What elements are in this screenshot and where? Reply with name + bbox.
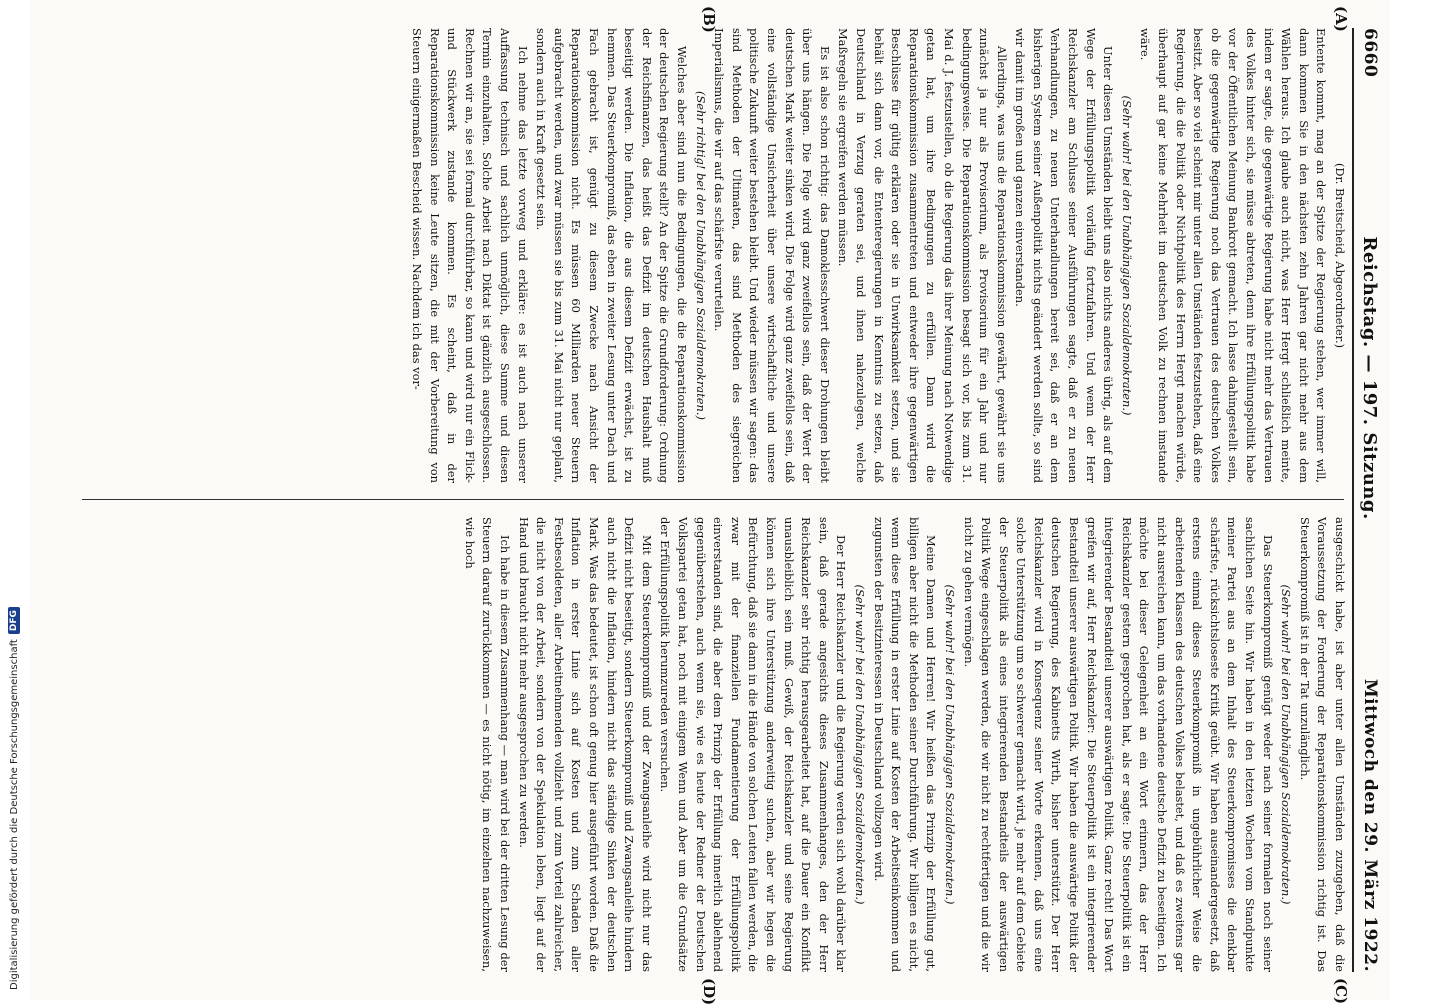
digitization-credit [8,607,20,990]
paragraph: Der Herr Reichskanzler und die Regierung werden sich wohl darüber klar sein, daß gerade angesichts dieses Zusammenhanges, den der Herr Reichskanzler sehr richtig herausgearbeitet hat, auf die Dauer ein Konflikt unausbleiblich sein muß. Gewiß, der Reichskanzler und seine Regierung können sich ihre Unterstützung anderweitig suchen, aber wir hegen die Befürchtung, daß sie dann in die Hände von solchen Leuten fallen werden, die zwar mit der finanziellen Fundamentierung der Erfüllungspolitik einverstanden sind, die aber dem Prinzip der Erfüllung innerlich ablehnend gegenüberstehen, auch wenn sie, wie es heute der Redner der Deutschen Volkspartei getan hat, noch mit einigem Wenn und Aber um die Grundsätze der Erfüllungspolitik herumzureden versuchen. [658,517,849,972]
paragraph: Meine Damen und Herren! Wir heißen das Prinzip der Erfüllung gut, billigen aber nicht die Methoden seiner Durchführung. Wir billigen es nicht, wenn diese Erfüllung in erster Linie auf Kosten der Arbeitseinkommen und zugunsten der Besitzinteressen in Deutschland vollzogen wird. [871,517,939,972]
paragraph: ausgeschickt habe, ist aber unter allen Umständen zuzugeben, daß die Voraussetzung der Forderung der Reparationskommission richtig ist. Das Steuerkompromiß ist in der Tat unzulänglich. [1297,517,1347,972]
paragraph: Unter diesen Umständen bleibt uns also nichts anderes übrig, als auf dem Wege der Erfüllungspolitik vorläufig fortzufahren. Und wenn der Herr Reichskanzler am Schlusse seiner Ausführungen sagte, daß er zu neuen Verhandlungen, zu neuen Unterhandlungen bereit sei, daß er an dem bisherigen System seiner Außenpolitik nichts geändert werden sollte, so sind wir damit im großen und ganzen einverstanden. [1013,28,1116,483]
margin-mark-d: (D) [700,978,718,1005]
paragraph: Entente kommt, mag an der Spitze der Regierung stehen, wer immer will, dann kommen Sie in den nächsten zehn Jahren gar nicht mehr aus dem Wählen heraus. Ich glaube auch nicht, was Herr Hergt schließlich meinte, indem er sagte, die gegenwärtige Regierung habe nicht mehr das Vertrauen des Volkes hinter sich, sie müsse abtreten, denn ihre Erfüllungspolitik habe vor der Öffentlichen Meinung Bankrott gemacht. Ich lasse dahingestellt sein, ob die gegenwärtige Regierung noch das Vertrauen des deutschen Volkes besitzt. Aber so viel scheint mir unter allen Umständen festzustehen, daß eine Regierung, die die Politik oder Nichtpolitik des Herrn Hergt machen würde, überhaupt auf gar keine Mehrheit im deutschen Volk zu rechnen imstande wäre. [1138,28,1329,483]
interjection: (Sehr richtig! bei den Unabhängigen Sozialdemokraten.) [693,91,708,420]
paragraph: Welches aber sind nun die Bedingungen, die die Reparationskommission der deutschen Regierung stellt? An der Spitze die Grundforderung: Ordnung der Reichsfinanzen, das heißt das Defizit im deutschen Haushalt muß beseitigt werden. Die Inflation, die aus diesem Defizit erwächst, ist zu hemmen. Das Steuerkompromiß, das eben in zweiter Lesung unter Dach und Fach gebracht ist, genügt zu diesem Zwecke nach Ansicht der Reparationskommission nicht. Es müssen 60 Milliarden neuer Steuern aufgebracht werden, und zwar müssen sie bis zum 31. Mai nicht nur geplant, sondern auch in Kraft gesetzt sein. [534,28,690,483]
margin-mark-c: (C) [1332,978,1350,1005]
interjection: (Sehr wahr! bei den Unabhängigen Sozialdemokraten.) [1119,95,1134,416]
paragraph: Es ist also schon richtig: das Damoklesschwert dieser Drohungen bleibt über uns hängen. Die Folge wird ganz zweifellos sein, daß der Wert der deutschen Mark weiter sinken wird. Die Folge wird ganz zweifellos sein, daß eine vollständige Unsicherheit über unsere wirtschaftliche und unsere politische Zukunft weiter bestehen bleibt. Und wieder müssen wir sagen: das sind Methoden der Ultimaten, das sind Methoden des siegreichen Imperialismus, die wir auf das schärfste verurteilen. [712,28,832,483]
paragraph: Mit dem Steuerkompromiß und der Zwangsanleihe wird nicht nur das Defizit nicht beseitigt, sondern Steuerkompromiß und Zwangsanleihe hindern auch nicht die Inflation, hindern nicht das ständige Sinken der deutschen Mark. Was das bedeutet, ist schon oft genug hier ausgeführt worden. Daß die Inflation in erster Linie sich auf Kosten und zum Schaden aller Festbesoldeten, aller Arbeitnehmenden vollzieht und zum Vorteil zahlreicher, die nicht von der Arbeit, sondern von der Spekulation leben, liegt auf der Hand und braucht nicht mehr ausgesprochen zu werden. [516,517,654,972]
interjection: (Sehr wahr! bei den Unabhängigen Sozialdemokraten.) [942,584,957,905]
right-column [78,517,1348,972]
left-column [78,28,1348,483]
dfg-logo: DFG [8,607,20,634]
paragraph: Ich nehme das letzte vorweg und erkläre: es ist auch nach unserer Auffassung technisch und sachlich unmöglich, diese Summe und diesen Termin einzuhalten. Solche Arbeit nach Diktat ist gänzlich ausgeschlossen. Rechnen wir an, sie sei formal durchführbar, so kann und wird nur ein Flick- und Stückwerk zustande kommen. Es scheint, daß in der Reparationskommission keine Leute sitzen, die mit der Vorbereitung von Steuern einigermaßen Bescheid wissen. Nachdem ich das vor- [410,28,530,483]
page-number: 6660 [1360,28,1380,78]
page-title: Reichstag. — 197. Sitzung. [1359,236,1381,520]
page-header [1352,28,1386,972]
paragraph: Allerdings, was uns die Reparationskommission gewährt, gewährt sie uns zunächst ja nur als Provisorium, als Provisorium für ein Jahr und nur bedingungsweise. Die Reparationskommission besagt sich vor, bis zum 31. Mai d. J. festzustellen, ob die Regierung das ihrer Meinung nach Notwendige getan hat, um ihre Bedingungen zu erfüllen. Dann wird die Reparationskommission zusammentreten und entweder ihre gegenwärtigen Beschlüsse für gültig erklären oder sie in Unwirksamkeit setzen, und sie behält sich dann vor, die Ententeregierungen in Kenntnis zu setzen, daß Deutschland in Verzug geraten sei, und ihnen nahezulegen, welche Maßregeln sie ergreifen werden müssen. [836,28,1009,483]
digitization-note: Digitalisierung gefördert durch die Deutsche Forschungsgemeinschaft [8,639,20,990]
margin-mark-b: (B) [700,6,718,33]
speaker-line: (Dr. Breitscheid, Abgeordneter.) [1333,162,1347,349]
paragraph: Ich habe in diesem Zusammenhang — man wird bei der dritten Lesung der Steuern darauf zurückkommen — es nicht nötig, im einzelnen nachzuweisen, wie hoch [462,517,513,972]
interjection: (Sehr wahr! bei den Unabhängigen Sozialdemokraten.) [852,584,867,905]
paragraph: Das Steuerkompromiß genügt weder nach seiner formalen noch seiner sachlichen Seite hin. Wir haben in den letzten Wochen vom Standpunkte meiner Partei aus an dem Inhalt des Steuerkompromisses die denkbar schärfste, rücksichtsloseste Kritik geübt. Wir haben auseinandergesetzt, daß erstens einmal dieses Steuerkompromiß in ungebührlicher Weise die arbeitenden Klassen des deutschen Volkes belastet, und daß es zweitens gar nicht ausreichen kann, um das vorhandene deutsche Defizit zu beseitigen. Ich möchte bei dieser Gelegenheit an ein Wort erinnern, das der Herr Reichskanzler gestern gesprochen hat, als er sagte: Die Steuerpolitik ist ein integrierender Bestandteil unserer auswärtigen Politik. Ganz recht! Das Wort greifen wir auf, Herr Reichskanzler: Die Steuerpolitik ist ein integrierender Bestandteil unserer auswärtigen Politik. Wir haben die auswärtige Politik der deutschen Regierung, des Kabinetts Wirth, bisher unterstützt. Der Herr Reichskanzler wird in Konsequenz seiner Worte erkennen, daß uns eine solche Unterstützung um so schwerer gemacht wird, je mehr auf dem Gebiete der Steuerpolitik als eines integrierenden Bestandteils der auswärtigen Politik Wege eingeschlagen werden, die wir nicht zu rechtfertigen und die wir nicht zu gehen vermögen. [961,517,1275,972]
margin-mark-a: (A) [1332,6,1350,32]
interjection: (Sehr wahr! bei den Unabhängigen Sozialdemokraten.) [1279,584,1294,905]
session-date: Mittwoch den 29. März 1922. [1360,678,1380,972]
column-divider [82,499,1344,500]
rotated-newspaper-page [30,0,1390,1005]
